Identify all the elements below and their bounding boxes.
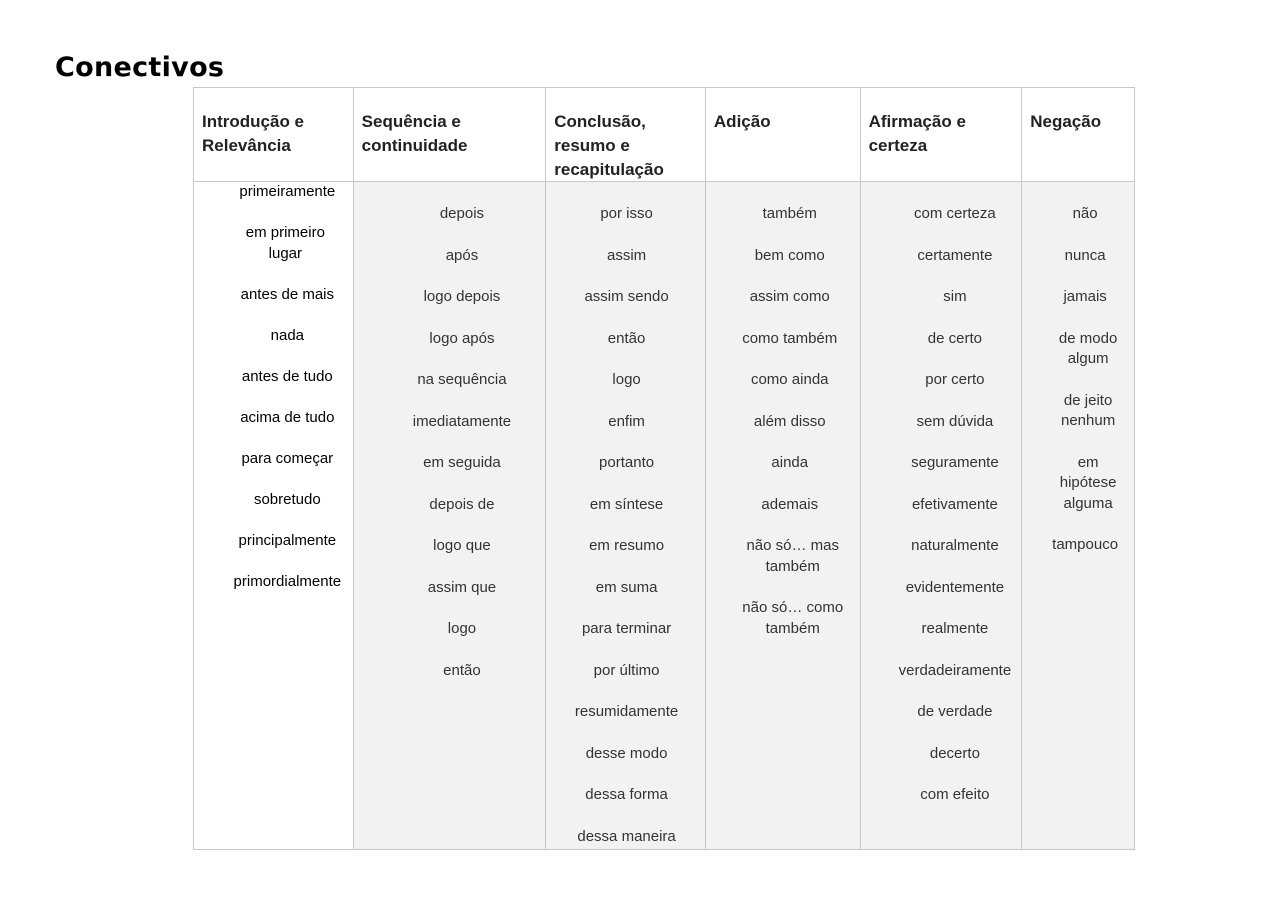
list-item: após [445,246,479,264]
column-body [1022,182,1134,849]
list-item: de verdade [917,703,993,720]
list-item: desse modo [585,744,668,762]
list-item: primeiramente [239,183,336,200]
list-item: sem dúvida [916,412,994,430]
list-item: tampouco [1052,536,1119,553]
list-item: em suma [595,578,658,596]
column-negacao [1022,88,1134,849]
column-conclusao [546,88,706,849]
list-item: depois [439,205,485,222]
list-item: com efeito [920,786,990,803]
connectives-table [193,87,1135,850]
column-body [706,182,860,849]
list-item: principalmente [238,531,337,549]
column-afirmacao [861,88,1023,849]
list-item: não só… mas também [746,537,840,575]
list-item: evidentemente [905,578,1005,596]
column-header: Afirmação e certeza [861,88,1022,182]
page-title: Conectivos [55,52,225,83]
column-introducao [194,88,354,849]
list-item: não [1072,205,1098,222]
list-item: para terminar [581,620,672,637]
column-body [861,182,1022,849]
list-item: por certo [925,371,985,388]
list-item: certamente [917,246,993,264]
list-item: portanto [599,454,655,471]
list-item: enfim [608,412,645,430]
column-sequencia [354,88,547,849]
column-header: Introdução e Relevância [194,88,353,182]
list-item: por isso [600,205,653,222]
list-item: de certo [927,329,982,347]
list-item: por último [593,661,660,679]
list-item: jamais [1063,288,1107,305]
list-item: sim [943,288,967,305]
list-item: resumidamente [574,703,679,720]
list-item: como também [742,329,838,347]
list-item: de jeito nenhum [1061,391,1116,429]
list-item: ainda [771,454,809,471]
list-item: seguramente [911,454,999,471]
list-item: em hipótese alguma [1059,453,1117,512]
list-item: assim sendo [584,288,669,305]
list-item: assim como [749,288,830,305]
list-item: nada [270,326,305,344]
list-item: em síntese [589,495,664,513]
list-item: então [607,329,646,347]
list-item: além disso [753,412,826,430]
list-item: bem como [754,246,825,264]
column-header: Sequência e continuidade [354,88,546,182]
list-item: antes de tudo [241,367,333,385]
list-item: decerto [929,744,980,762]
list-item: imediatamente [412,412,512,430]
list-item: acima de tudo [240,408,335,426]
list-item: ademais [761,495,819,513]
list-item: assim [606,246,647,264]
list-item: então [443,661,481,679]
list-item: como ainda [750,371,829,388]
list-item: logo [612,371,641,388]
list-item: efetivamente [911,495,998,513]
list-item: depois de [429,495,495,513]
list-item: sobretudo [253,490,321,508]
list-item: em primeiro lugar [245,224,325,262]
list-item: não só… como também [742,599,844,637]
list-item: em resumo [589,537,665,554]
list-item: dessa maneira [577,827,676,845]
list-item: também [762,205,817,222]
list-item: logo após [429,329,495,347]
list-item: em seguida [423,454,501,471]
list-item: logo depois [423,288,501,305]
list-item: dessa forma [585,786,668,803]
column-header: Conclusão, resumo e recapitulação [546,88,705,182]
column-header: Negação [1022,88,1134,182]
list-item: assim que [427,578,497,596]
list-item: logo [447,620,477,637]
column-body [194,182,353,849]
column-body [546,182,705,849]
list-item: realmente [921,620,989,637]
list-item: para começar [241,449,334,467]
list-item: nunca [1064,246,1106,264]
list-item: verdadeiramente [898,661,1012,679]
list-item: de modo algum [1058,329,1118,367]
list-item: com certeza [914,205,996,222]
column-adicao [706,88,861,849]
column-body [354,182,546,849]
list-item: na sequência [417,371,507,388]
list-item: antes de mais [240,285,335,303]
list-item: logo que [433,537,491,554]
list-item: primordialmente [233,572,342,590]
list-item: naturalmente [911,537,999,554]
column-header: Adição [706,88,860,182]
